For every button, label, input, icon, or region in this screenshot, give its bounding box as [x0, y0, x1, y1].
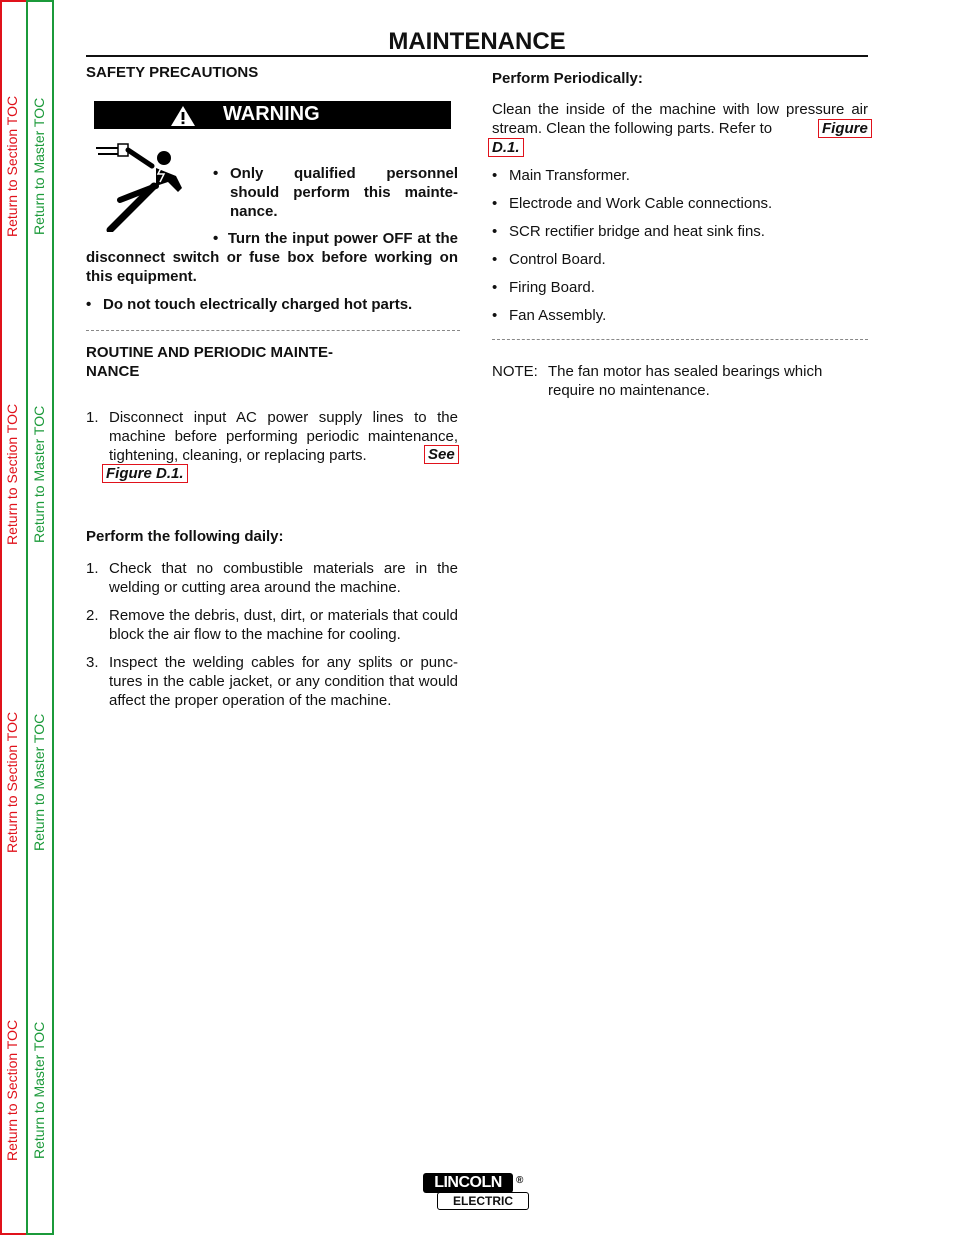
warning-label: WARNING	[223, 103, 320, 125]
section-divider	[492, 339, 868, 340]
safety-bullet-2-text: Turn the input power OFF at the disconnect switch or fuse box before working on this equipment.	[86, 230, 459, 285]
return-to-section-toc-link[interactable]: Return to Section TOC	[4, 403, 20, 545]
routine-heading	[86, 343, 458, 381]
list-item: • Control Board.	[492, 251, 606, 268]
figure-link[interactable]: Figure	[818, 119, 872, 138]
list-item: • SCR rectifier bridge and heat sink fins.	[492, 223, 765, 240]
periodic-intro-text: Clean the inside of the machine with low pressure air stream. Clean the following parts. Refer to	[492, 101, 868, 137]
safety-heading: SAFETY PRECAUTIONS	[86, 64, 259, 81]
routine-item-1	[86, 408, 458, 465]
list-item-text: Remove the debris, dust, dirt, or materials that could block the air flow to the machine for cooling.	[109, 607, 458, 643]
list-item-text: Check that no combustible materials are in the welding or cutting area around the machine.	[109, 560, 458, 596]
periodic-list	[492, 166, 868, 325]
figure-d1-link[interactable]: D.1.	[488, 138, 524, 157]
list-item-text: Control Board.	[509, 251, 606, 268]
page-title: MAINTENANCE	[388, 28, 566, 55]
electric-shock-icon	[96, 140, 200, 232]
return-to-master-toc-link[interactable]: Return to Master TOC	[31, 713, 47, 851]
list-item-text: Main Transformer.	[509, 167, 630, 184]
return-to-master-toc-link[interactable]: Return to Master TOC	[31, 405, 47, 543]
list-item-number: 1.	[86, 560, 99, 577]
warning-banner	[94, 101, 451, 129]
safety-bullet-1: • Only qualified personnel should perform this mainte-nance.	[213, 165, 458, 220]
return-to-section-toc-link[interactable]: Return to Section TOC	[4, 95, 20, 237]
daily-heading: Perform the following daily:	[86, 528, 284, 545]
return-to-section-toc-link[interactable]: Return to Section TOC	[4, 711, 20, 853]
list-item-text: Inspect the welding cables for any splits or punc-tures in the cable jacket, or any condition that would affect the proper operation of the machine.	[109, 654, 458, 709]
note-text: The fan motor has sealed bearings which require no maintenance.	[548, 363, 823, 399]
list-item-number: 2.	[86, 607, 99, 624]
list-item-text: Fan Assembly.	[509, 307, 607, 324]
list-item-text: Firing Board.	[509, 279, 595, 296]
figure-d1-link[interactable]: Figure D.1.	[102, 464, 188, 483]
list-item: • Main Transformer.	[492, 167, 630, 184]
safety-bullet-2: • Turn the input power OFF at the disconnect switch or fuse box before working on this equipment.	[86, 230, 459, 285]
return-to-section-toc-link[interactable]: Return to Section TOC	[4, 1019, 20, 1161]
title-rule	[86, 55, 868, 57]
return-to-master-toc-link[interactable]: Return to Master TOC	[31, 1021, 47, 1159]
safety-bullet-3-text: Do not touch electrically charged hot parts.	[103, 296, 413, 313]
safety-bullet-3: • Do not touch electrically charged hot parts.	[86, 296, 413, 313]
list-item	[86, 606, 458, 644]
list-item	[86, 653, 458, 710]
daily-list	[86, 559, 458, 710]
note	[492, 362, 868, 400]
routine-item-number: 1.	[86, 409, 99, 426]
warning-triangle-icon	[170, 105, 196, 127]
logo-bottom: ELECTRIC	[437, 1192, 529, 1210]
list-item: • Fan Assembly.	[492, 307, 607, 324]
periodic-heading: Perform Periodically:	[492, 70, 643, 87]
section-divider	[86, 330, 460, 331]
safety-bullet-1-text: Only qualified personnel should perform this mainte-nance.	[230, 165, 458, 220]
list-item-text: Electrode and Work Cable connections.	[509, 195, 773, 212]
periodic-intro	[492, 100, 868, 138]
logo-registered: ®	[516, 1175, 524, 1186]
list-item: • Firing Board.	[492, 279, 595, 296]
lincoln-electric-logo	[423, 1173, 529, 1211]
see-figure-link[interactable]: See	[424, 445, 459, 464]
routine-item-text: Disconnect input AC power supply lines to the machine before performing periodic maintenance, tightening, cleaning, or replacing parts.	[109, 409, 458, 464]
list-item-number: 3.	[86, 654, 99, 671]
routine-heading-line1: ROUTINE AND PERIODIC MAINTE-	[86, 344, 333, 361]
logo-top: LINCOLN	[423, 1173, 513, 1193]
note-label: NOTE:	[492, 363, 538, 380]
routine-heading-line2: NANCE	[86, 363, 140, 380]
list-item: • Electrode and Work Cable connections.	[492, 195, 773, 212]
list-item	[86, 559, 458, 597]
return-to-master-toc-link[interactable]: Return to Master TOC	[31, 97, 47, 235]
list-item-text: SCR rectifier bridge and heat sink fins.	[509, 223, 765, 240]
